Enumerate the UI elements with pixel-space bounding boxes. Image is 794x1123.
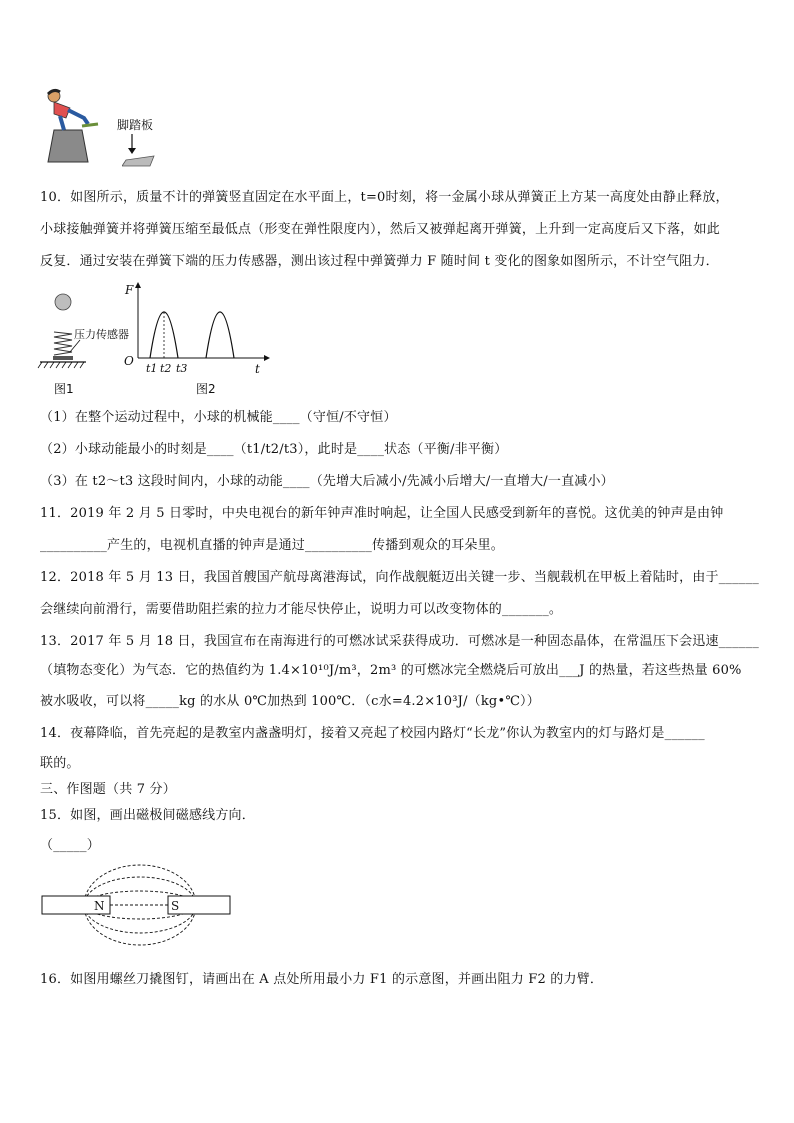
spring-and-graph-figure <box>36 280 276 395</box>
q10-figures <box>36 280 276 395</box>
pedal-pointer <box>122 134 162 174</box>
magnet-figure <box>40 862 240 948</box>
magnet-n-label: N <box>94 899 105 913</box>
spring-shape <box>54 332 72 355</box>
fig1-label: 图1 <box>54 382 74 396</box>
q10-line-3: 反复．通过安装在弹簧下端的压力传感器，测出该过程中弹簧弹力 F 随时间 t 变化的图象如图所示，不计空气阻力． <box>40 254 719 269</box>
magnet-field-lines <box>40 862 240 948</box>
force-curve-1 <box>150 312 178 358</box>
q10-sub-3: （3）在 t2～t3 这段时间内，小球的动能____（先增大后减小/先减小后增大/一直增大/一直减小） <box>40 474 614 489</box>
ball-shape <box>55 294 71 310</box>
q12-line-1: 12．2018 年 5 月 13 日，我国首艘国产航母离港海试，向作战舰艇迈出关键一步、当舰载机在甲板上着陆时，由于______ <box>40 570 759 585</box>
q13-line-1: 13．2017 年 5 月 18 日，我国宣布在南海进行的可燃冰试采获得成功．可燃冰是一种固态晶体，在常温压下会迅速______ <box>40 634 759 649</box>
fig2-label: 图2 <box>196 382 216 396</box>
q15-answer-blank: （_____） <box>40 838 100 853</box>
magnet-s-label: S <box>171 899 180 913</box>
pedal-label: 脚踏板 <box>117 118 154 132</box>
pedal-drawing <box>122 134 162 170</box>
q13-line-2: （填物态变化）为气态．它的热值约为 1.4×10¹⁰J/m³，2m³ 的可燃冰完全燃烧后可放出___J 的热量，若这些热量 60% <box>40 663 742 678</box>
q11-line-2: __________产生的，电视机直播的钟声是通过__________传播到观众的耳朵里。 <box>40 538 505 553</box>
axis-y-label: F <box>125 283 134 297</box>
q13-line-3: 被水吸收，可以将_____kg 的水从 0℃加热到 100℃．（c水=4.2×10³J/（kg•℃）） <box>40 694 540 709</box>
q15-line: 15．如图，画出磁极间磁感线方向． <box>40 808 255 823</box>
sensor-label: 压力传感器 <box>74 328 129 341</box>
section-3-title: 三、作图题（共 7 分） <box>40 782 176 797</box>
q16-line: 16．如图用螺丝刀撬图钉，请画出在 A 点处所用最小力 F1 的示意图，并画出阻力 F2 的力臂． <box>40 972 604 987</box>
tick-t1: t1 <box>146 362 158 375</box>
q10-line-1: 10．如图所示，质量不计的弹簧竖直固定在水平面上，t=0时刻，将一金属小球从弹簧正上方某一高度处由静止释放， <box>40 190 729 205</box>
q12-line-2: 会继续向前滑行，需要借助阻拦索的拉力才能尽快停止，说明力可以改变物体的_______。 <box>40 602 563 617</box>
q10-line-2: 小球接触弹簧并将弹簧压缩至最低点（形变在弹性限度内），然后又被弹起离开弹簧，上升到一定高度后又下落，如此 <box>40 222 720 237</box>
tick-t2: t2 <box>160 362 172 375</box>
tick-t3: t3 <box>176 362 188 375</box>
q14-line-1: 14．夜幕降临，首先亮起的是教室内盏盏明灯，接着又亮起了校园内路灯“长龙”你认为教室内的灯与路灯是______ <box>40 726 705 741</box>
axis-x-label: t <box>255 362 260 376</box>
force-curve-2 <box>206 312 234 358</box>
q14-line-2: 联的。 <box>40 756 80 771</box>
q10-sub-2: （2）小球动能最小的时刻是____（t1/t2/t3），此时是____状态（平衡/非平衡） <box>40 442 508 457</box>
axis-origin-label: O <box>124 354 134 368</box>
q10-sub-1: （1）在整个运动过程中，小球的机械能____（守恒/不守恒） <box>40 410 397 425</box>
q11-line-1: 11．2019 年 2 月 5 日零时，中央电视台的新年钟声准时响起，让全国人民感受到新年的喜悦。这优美的钟声是由钟 <box>40 506 724 521</box>
